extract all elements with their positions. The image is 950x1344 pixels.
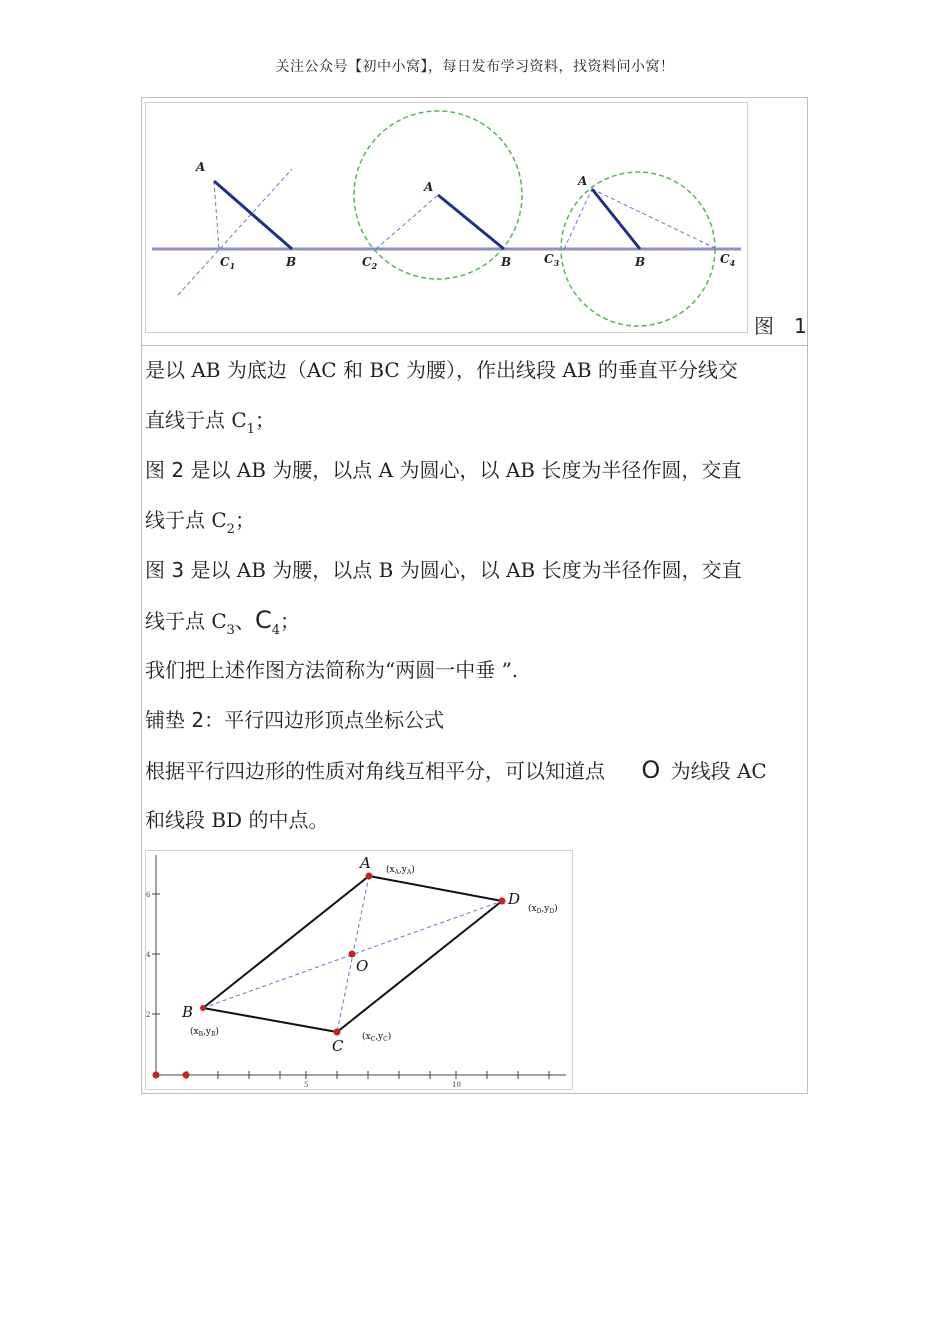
segment-AB-1 xyxy=(214,181,292,249)
segment-AC3 xyxy=(564,189,592,249)
figure-1-diagram xyxy=(146,103,747,332)
paragraph-2-line-2: 线于点 $C_2$； xyxy=(145,508,255,537)
coord-D: $(x_D,y_D)$ xyxy=(528,904,558,915)
label-C: C xyxy=(332,1037,344,1055)
y-tick-4: 4 xyxy=(146,951,151,959)
point-O xyxy=(349,951,356,958)
x-tick-10: 10 xyxy=(452,1081,461,1089)
y-tick-6: 6 xyxy=(146,891,151,899)
x-tick-5: 5 xyxy=(304,1081,309,1089)
label-C1: $C_1$ xyxy=(220,255,236,271)
point-C xyxy=(334,1029,341,1036)
perpendicular-bisector xyxy=(178,169,292,295)
coord-A: $(x_A,y_A)$ xyxy=(386,865,415,876)
paragraph-6-line-2: 和线段 BD 的中点。 xyxy=(145,808,329,832)
paragraph-6-line-1: 根据平行四边形的性质对角线互相平分，可以知道点 O 为线段 AC xyxy=(145,756,767,784)
point-D xyxy=(499,898,506,905)
segment-AB-3 xyxy=(592,189,640,249)
paragraph-4: 我们把上述作图方法简称为“两圆一中垂 ”. xyxy=(145,658,519,682)
figure-2 xyxy=(145,850,573,1090)
point-A xyxy=(366,873,373,880)
header-banner: 关注公众号【初中小窝】，每日发布学习资料，找资料问小窝！ xyxy=(275,59,675,75)
origin-point xyxy=(153,1072,160,1079)
label-B-2: B xyxy=(501,255,512,269)
label-O: O xyxy=(356,957,369,975)
table-row-divider xyxy=(141,345,808,346)
label-A: A xyxy=(360,854,371,872)
paragraph-3-line-1: 图 3 是以 AB 为腰，以点 B 为圆心，以 AB 长度为半径作圆，交直 xyxy=(145,558,742,582)
label-B-3: B xyxy=(635,255,646,269)
figure-1-caption: 图 1 xyxy=(754,314,807,338)
coord-B: $(x_B,y_B)$ xyxy=(190,1027,219,1038)
y-tick-2: 2 xyxy=(146,1011,151,1019)
segment-AC1 xyxy=(214,181,219,249)
point-B xyxy=(200,1005,206,1011)
label-C4: $C_4$ xyxy=(720,252,736,268)
label-A-3: A xyxy=(578,174,588,188)
label-C3: $C_3$ xyxy=(544,252,560,268)
axis-point xyxy=(183,1072,190,1079)
figure-2-diagram xyxy=(146,851,572,1089)
paragraph-3-line-2: 线于点 $C_3$、$C_4$； xyxy=(145,606,300,638)
label-A-2: A xyxy=(424,180,434,194)
figure-1 xyxy=(145,102,748,333)
section-heading-2: 铺垫 2：平行四边形顶点坐标公式 xyxy=(145,708,445,732)
paragraph-1-line-1: 是以 AB 为底边（AC 和 BC 为腰），作出线段 AB 的垂直平分线交 xyxy=(145,358,738,382)
label-A-1: A xyxy=(196,160,206,174)
segment-AC2 xyxy=(376,195,438,249)
segment-AB-2 xyxy=(438,195,504,249)
label-D: D xyxy=(508,890,521,908)
paragraph-2-line-1: 图 2 是以 AB 为腰，以点 A 为圆心，以 AB 长度为半径作圆，交直 xyxy=(145,458,742,482)
segment-AC4 xyxy=(592,189,717,249)
label-B: B xyxy=(182,1003,194,1021)
label-C2: $C_2$ xyxy=(362,255,378,271)
coord-C: $(x_C,y_C)$ xyxy=(362,1032,392,1043)
label-B-1: B xyxy=(286,255,297,269)
paragraph-1-line-2: 直线于点 $C_1$； xyxy=(145,408,275,437)
